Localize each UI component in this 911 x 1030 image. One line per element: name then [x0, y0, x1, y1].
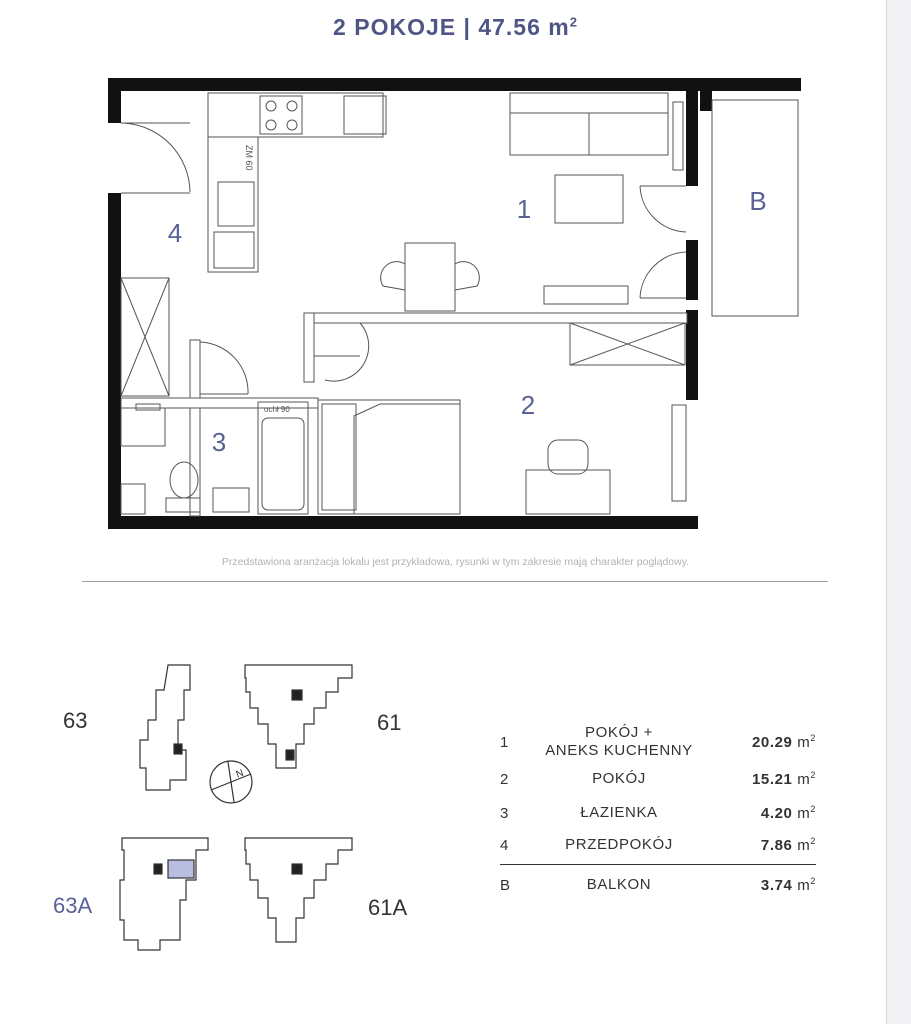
area-unit	[797, 837, 816, 854]
area-unit-m: m	[797, 734, 811, 751]
area-unit-m: m	[797, 805, 811, 822]
building-label-61: 61	[377, 710, 402, 735]
area-value	[712, 804, 816, 822]
area-name: ŁAZIENKA	[580, 804, 658, 821]
area-row-balcony	[500, 871, 816, 899]
title-unit: m	[548, 14, 570, 40]
area-row-2	[500, 762, 816, 796]
fridge-label: ZM 60	[244, 145, 254, 171]
area-value-num: 7.86	[760, 837, 793, 854]
area-value	[712, 770, 816, 788]
room-label-3: 3	[211, 427, 227, 457]
title-separator: |	[463, 14, 471, 40]
area-unit-exp: 2	[810, 836, 816, 846]
area-value	[712, 836, 816, 854]
building-label-61a: 61A	[368, 895, 408, 920]
compass-letter: N	[234, 767, 246, 781]
building-key-plans	[100, 650, 520, 1030]
area-unit	[797, 734, 816, 751]
area-row-4	[500, 830, 816, 860]
building-label-63a: 63A	[53, 893, 93, 918]
area-unit-m: m	[797, 877, 811, 894]
area-unit	[797, 771, 816, 788]
area-value-num: 20.29	[751, 734, 793, 751]
area-num: 2	[500, 770, 509, 788]
area-value-num: 3.74	[760, 877, 793, 894]
area-name: POKÓJ	[592, 770, 646, 787]
area-value	[712, 876, 816, 894]
area-name	[526, 724, 712, 760]
room-label-1: 1	[516, 194, 532, 224]
area-unit-exp: 2	[810, 804, 816, 814]
area-unit-m: m	[797, 771, 811, 788]
area-num: B	[500, 876, 511, 894]
area-unit-m: m	[797, 837, 811, 854]
area-unit-exp: 2	[810, 876, 816, 886]
bathtub-label: ochł 90	[264, 405, 290, 414]
area-num: 1	[500, 733, 509, 751]
title-area: 47.56	[478, 14, 541, 40]
area-name: PRZEDPOKÓJ	[565, 836, 673, 853]
area-name-line2: ANEKS KUCHENNY	[545, 742, 693, 759]
building-label-63: 63	[63, 708, 88, 733]
area-name-line1: POKÓJ +	[585, 724, 653, 741]
room-label-balcony: B	[749, 186, 767, 216]
disclaimer: Przedstawiona aranżacja lokalu jest przykładowa, rysunki w tym zakresie mają charakter poglądowy.	[221, 556, 690, 568]
area-unit-exp: 2	[810, 770, 816, 780]
area-unit	[797, 877, 816, 894]
room-label-2: 2	[520, 390, 536, 420]
room-label-4: 4	[167, 218, 183, 248]
area-num: 3	[500, 804, 509, 822]
area-value-num: 4.20	[760, 805, 793, 822]
area-unit-exp: 2	[810, 733, 816, 743]
divider	[82, 581, 828, 582]
area-num: 4	[500, 836, 509, 854]
area-name: BALKON	[586, 876, 652, 893]
area-row-1	[500, 722, 816, 762]
area-value-num: 15.21	[751, 771, 793, 788]
area-row-3	[500, 796, 816, 830]
area-table-divider	[500, 864, 816, 865]
title-rooms: 2 POKOJE	[333, 14, 457, 40]
area-value	[712, 733, 816, 751]
area-table	[500, 722, 816, 899]
area-unit	[797, 805, 816, 822]
selected-unit-highlight	[168, 860, 194, 878]
title-unit-exp: 2	[569, 14, 578, 30]
